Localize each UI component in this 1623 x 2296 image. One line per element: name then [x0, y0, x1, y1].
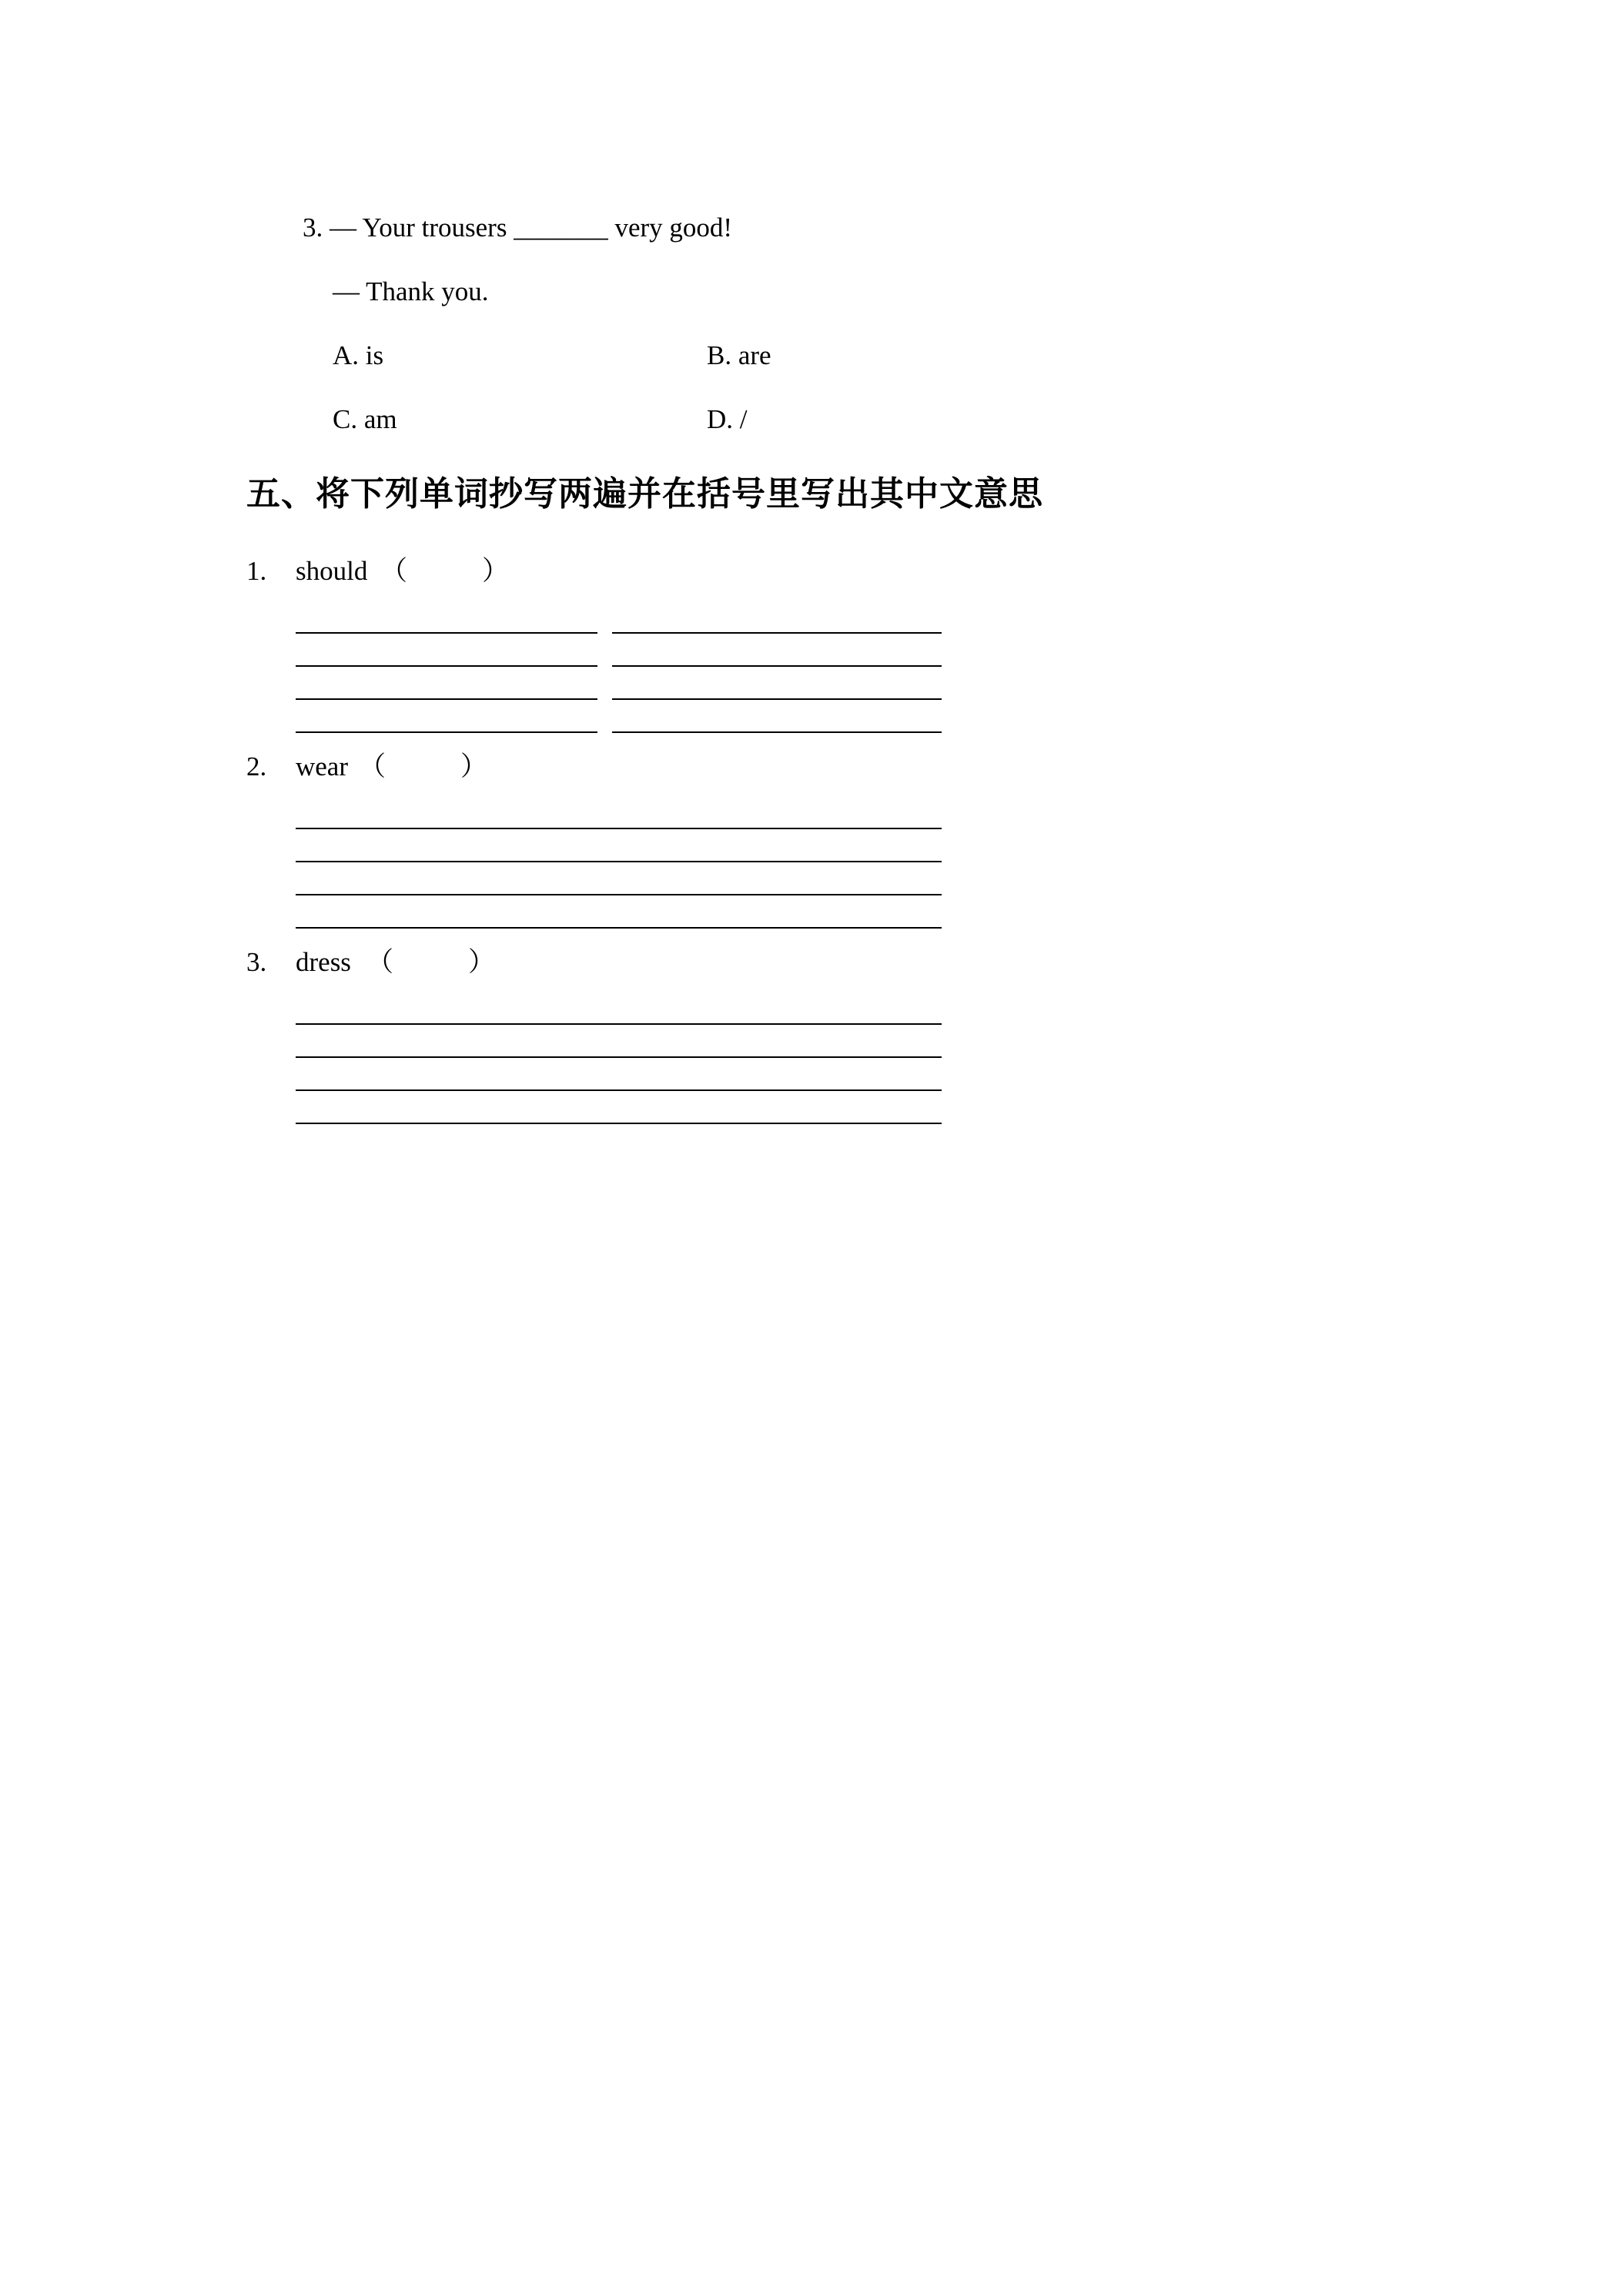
writing-line[interactable] [296, 632, 597, 634]
item-3-number: 3. [246, 947, 267, 977]
writing-line[interactable] [296, 665, 597, 667]
option-b: B. are [707, 340, 771, 370]
writing-line[interactable] [296, 698, 597, 700]
writing-line[interactable] [612, 731, 942, 733]
writing-line[interactable] [296, 731, 597, 733]
writing-line[interactable] [296, 861, 942, 862]
writing-line[interactable] [612, 665, 942, 667]
item-3-close-paren: ） [468, 947, 496, 978]
item-3-open-paren: （ [366, 947, 394, 978]
item-1-word: should [296, 556, 368, 586]
writing-line[interactable] [296, 1089, 942, 1091]
section-5-title: 五、将下列单词抄写两遍并在括号里写出其中文意思 [246, 474, 1043, 514]
item-1-number: 1. [246, 556, 267, 586]
item-2-close-paren: ） [460, 751, 488, 782]
question-3-stem: 3. — Your trousers _______ very good! [303, 213, 733, 243]
writing-line[interactable] [612, 632, 942, 634]
item-2-word: wear [296, 751, 349, 782]
writing-line[interactable] [296, 1123, 942, 1124]
item-2-number: 2. [246, 751, 267, 782]
writing-line[interactable] [296, 894, 942, 895]
question-3-reply: — Thank you. [333, 276, 489, 306]
option-a: A. is [333, 340, 384, 370]
writing-line[interactable] [296, 1056, 942, 1058]
option-d: D. / [707, 404, 748, 434]
item-2-open-paren: （ [359, 751, 387, 782]
item-1-close-paren: ） [482, 556, 510, 587]
writing-line[interactable] [612, 698, 942, 700]
writing-line[interactable] [296, 1023, 942, 1025]
item-1-open-paren: （ [380, 556, 408, 587]
option-c: C. am [333, 404, 397, 434]
writing-line[interactable] [296, 828, 942, 829]
item-3-word: dress [296, 947, 351, 977]
writing-line[interactable] [296, 927, 942, 929]
